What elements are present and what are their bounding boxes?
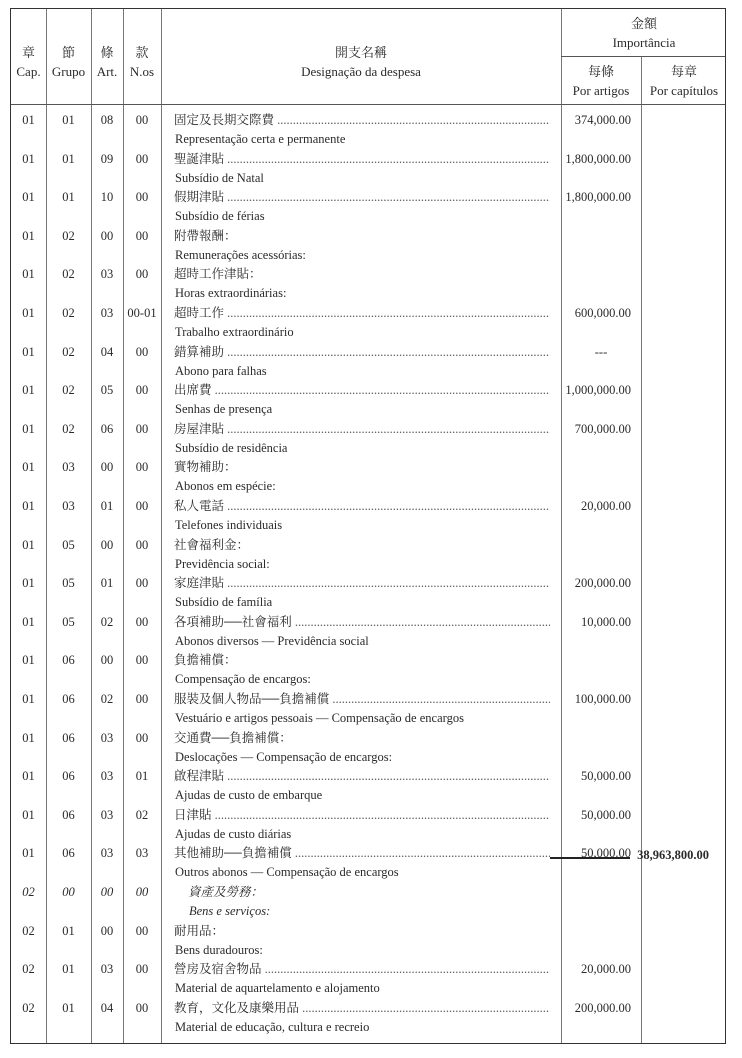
table-row [11,420,727,459]
designation-zh-text: 出席費 [174,383,212,398]
code-grupo: 06 [62,807,75,822]
code-n: 00 [135,885,149,899]
amount-por-artigo: 374,000.00 [574,113,631,127]
table-row [11,343,727,382]
designation-zh-text: 社會福利金： [174,537,250,552]
code-n: 00 [135,692,149,706]
designation-pt: Vestuário e artigos pessoais — Compensação de encargos [175,711,464,725]
designation-zh-text: 耐用品： [174,923,225,938]
code-cap: 01 [22,383,35,398]
code-cap: 01 [22,228,35,243]
code-art: 03 [100,846,114,861]
designation-zh [174,767,550,786]
designation-zh-text: 超時工作 [174,306,225,320]
designation-zh [174,960,550,979]
code-cap: 01 [22,113,35,127]
code-grupo: 03 [62,499,75,513]
code-art: 03 [100,962,114,977]
designation-zh [174,381,550,400]
code-art: 00 [100,537,114,552]
designation-zh-text: 啟程津貼 [174,769,225,784]
code-n: 00 [135,576,149,591]
designation-zh [174,343,550,362]
designation-pt: Horas extraordinárias: [175,286,287,301]
code-art: 03 [100,769,114,784]
designation-pt: Abonos diversos — Previdência social [175,633,369,648]
table-row [11,458,727,497]
amount-por-artigo: 1,800,000.00 [565,190,631,205]
table-row [11,536,727,575]
amount-por-artigo: 50,000.00 [581,846,631,861]
table-row [11,883,727,922]
designation-zh [174,188,550,207]
designation-pt: Outros abonos — Compensação de encargos [175,865,399,880]
code-cap: 01 [22,846,35,861]
code-n: 00 [135,1000,149,1015]
designation-pt: Ajudas de custo diárias [175,826,292,841]
code-grupo: 02 [62,344,75,359]
designation-pt: Senhas de presença [175,402,273,417]
designation-zh-text: 其他補助──負擔補償 [174,846,292,861]
code-art: 00 [100,460,114,475]
code-grupo: 05 [62,576,75,591]
code-grupo: 06 [62,692,75,706]
code-grupo: 02 [62,228,75,243]
amount-por-artigo: 600,000.00 [574,306,631,320]
designation-pt: Bens duradouros: [175,942,263,957]
code-cap: 01 [22,499,35,513]
code-art: 04 [100,1000,114,1015]
designation-zh [174,613,550,632]
header-n: 款 N.os [129,45,155,79]
table-row [11,574,727,613]
code-n: 00 [135,537,149,552]
designation-zh-text: 房屋津貼 [174,421,225,436]
table-row [11,497,727,536]
code-art: 03 [100,730,114,745]
code-art: 03 [100,267,114,282]
code-grupo: 02 [62,267,75,282]
code-cap: 01 [22,576,35,591]
code-grupo: 06 [62,846,75,861]
code-cap: 02 [22,1000,35,1015]
code-n: 00 [135,344,149,359]
code-art: 08 [100,113,114,127]
code-art: 01 [100,499,114,513]
designation-pt: Subsídio de férias [175,209,265,224]
designation-zh-text: 交通費──負擔補償： [174,730,292,745]
subtotal-underline [550,857,630,859]
code-art: 03 [100,306,114,320]
designation-zh-text: 營房及宿舍物品 [174,962,262,977]
designation-zh-text: 日津貼 [174,807,212,822]
code-n: 00 [135,421,149,436]
designation-zh [174,844,550,863]
code-cap: 02 [22,885,35,899]
code-n: 00 [135,499,149,513]
amount-por-artigo: 10,000.00 [581,614,631,629]
designation-pt: Subsídio de Natal [175,170,264,185]
designation-zh [174,574,550,593]
designation-zh-text: 負擔補償： [174,653,237,668]
code-n: 00 [135,614,149,629]
header-divider [11,104,725,105]
code-art: 00 [100,653,114,668]
divider [561,56,725,57]
code-n: 00 [135,267,149,282]
code-grupo: 01 [62,1000,75,1015]
designation-zh [174,150,550,169]
amount-por-artigo: 20,000.00 [581,962,631,977]
code-grupo: 00 [62,885,75,899]
code-n: 00 [135,653,149,668]
designation-zh [174,304,550,323]
code-cap: 01 [22,692,35,706]
code-grupo: 06 [62,653,75,668]
designation-zh-text: 錯算補助 [174,344,225,359]
designation-pt: Previdência social: [175,556,270,571]
designation-zh [174,999,550,1018]
code-art: 02 [100,692,114,706]
designation-zh-text: 家庭津貼 [174,576,225,591]
table-row [11,304,727,343]
designation-zh-text: 固定及長期交際費 [174,113,275,127]
designation-zh-text: 聖誕津貼 [174,151,225,166]
designation-zh [174,111,550,130]
designation-zh-text: 附帶報酬： [174,228,237,243]
code-grupo: 05 [62,537,75,552]
designation-pt: Trabalho extraordinário [175,325,294,339]
budget-table [10,8,726,1044]
code-cap: 02 [22,923,35,938]
designation-pt: Subsídio de família [175,595,273,610]
code-art: 05 [100,383,114,398]
designation-pt: Compensação de encargos: [175,672,311,687]
designation-zh-text: 資產及勞務： [188,885,264,899]
code-cap: 01 [22,653,35,668]
code-n: 00 [135,383,149,398]
designation-pt: Telefones individuais [175,518,283,532]
table-row [11,767,727,806]
header-grupo: 節 Grupo [51,45,86,79]
code-n: 00 [135,730,149,745]
designation-pt: Abono para falhas [175,363,267,378]
code-grupo: 02 [62,306,75,320]
code-cap: 01 [22,344,35,359]
table-row [11,613,727,652]
code-cap: 01 [22,267,35,282]
table-row [11,960,727,999]
table-row [11,651,727,690]
table-row [11,729,727,768]
code-cap: 01 [22,421,35,436]
code-n: 02 [135,807,149,822]
table-row [11,922,727,961]
amount-por-artigo: 50,000.00 [581,769,631,784]
table-row [11,381,727,420]
chapter-total: 38,963,800.00 [637,848,709,862]
designation-pt: Representação certa e permanente [175,132,346,146]
designation-zh-text: 教育，文化及康樂用品 [174,1000,300,1015]
code-grupo: 02 [62,383,75,398]
code-n: 00 [135,460,149,475]
code-grupo: 01 [62,923,75,938]
table-row [11,999,727,1038]
designation-pt: Subsídio de residência [175,440,288,455]
designation-zh-text: 私人電話 [174,499,225,513]
code-cap: 01 [22,807,35,822]
amount-por-artigo: 700,000.00 [574,421,631,436]
code-n: 01 [135,769,149,784]
amount-por-artigo: 100,000.00 [574,692,631,706]
code-grupo: 01 [62,113,75,127]
designation-zh [174,651,550,670]
code-art: 10 [100,190,114,205]
designation-pt: Ajudas de custo de embarque [175,788,323,803]
code-cap: 01 [22,614,35,629]
code-grupo: 05 [62,614,75,629]
designation-pt: Abonos em espécie: [175,479,276,494]
amount-por-artigo: 50,000.00 [581,807,631,822]
designation-pt: Deslocações — Compensação de encargos: [175,749,393,764]
code-art: 06 [100,421,114,436]
code-grupo: 06 [62,730,75,745]
table-row [11,111,727,150]
code-n: 00-01 [127,306,157,320]
designation-pt: Remunerações acessórias: [175,247,306,262]
code-art: 01 [100,576,114,591]
amount-por-artigo: 200,000.00 [574,1000,631,1015]
code-art: 02 [100,614,114,629]
designation-zh [174,227,550,246]
header-art: 條 Art. [96,45,118,79]
designation-zh [174,265,550,284]
code-art: 09 [100,151,114,166]
code-cap: 01 [22,306,35,320]
table-row [11,806,727,845]
code-cap: 01 [22,460,35,475]
designation-zh [174,497,550,516]
designation-zh-text: 超時工作津貼： [174,267,262,282]
designation-zh-text: 實物補助： [174,460,237,475]
code-cap: 01 [22,537,35,552]
table-row [11,227,727,266]
designation-pt: Material de aquartelamento e alojamento [175,981,380,996]
code-art: 03 [100,807,114,822]
designation-zh-text: 假期津貼 [174,190,225,205]
designation-zh [174,420,550,439]
table-row [11,690,727,729]
code-n: 00 [135,962,149,977]
code-n: 00 [135,113,149,127]
designation-zh-text: 各項補助──社會福利 [174,614,292,629]
amount-por-artigo: 200,000.00 [574,576,631,591]
amount-por-artigo: 1,000,000.00 [565,383,631,398]
designation-pt: Bens e serviços: [189,904,271,918]
code-cap: 01 [22,769,35,784]
header-cap: 章 Cap. [16,45,41,79]
code-cap: 01 [22,730,35,745]
code-grupo: 06 [62,769,75,784]
designation-zh-text: 服裝及個人物品──負擔補償 [174,692,330,706]
table-row [11,844,727,883]
code-cap: 02 [22,962,35,977]
designation-zh [174,729,550,748]
amount-por-artigo: --- [594,344,608,359]
table-row [11,150,727,189]
header-por-artigos: 每條 Por artigos [572,64,630,98]
code-art: 00 [100,228,114,243]
amount-por-artigo: 20,000.00 [581,499,631,513]
code-art: 04 [100,344,114,359]
code-art: 00 [100,923,114,938]
code-grupo: 03 [62,460,75,475]
designation-pt: Material de educação, cultura e recreio [175,1019,370,1034]
header-importancia: 金額 Importância [612,16,676,50]
designation-zh [174,806,550,825]
code-n: 00 [135,228,149,243]
code-grupo: 01 [62,151,75,166]
code-n: 00 [135,151,149,166]
code-n: 00 [135,923,149,938]
code-grupo: 02 [62,421,75,436]
code-grupo: 01 [62,190,75,205]
designation-zh [174,536,550,555]
amount-por-artigo: 1,800,000.00 [565,151,631,166]
table-row [11,265,727,304]
designation-zh [174,883,564,902]
code-cap: 01 [22,190,35,205]
table-row [11,188,727,227]
code-n: 03 [135,846,149,861]
designation-zh [174,922,550,941]
header-por-capitulos: 每章 Por capítulos [649,64,719,98]
code-cap: 01 [22,151,35,166]
designation-zh [174,458,550,477]
header-designacao: 開支名稱 Designação da despesa [301,45,421,79]
code-n: 00 [135,190,149,205]
code-art: 00 [100,885,114,899]
designation-zh [174,690,550,709]
code-grupo: 01 [62,962,75,977]
